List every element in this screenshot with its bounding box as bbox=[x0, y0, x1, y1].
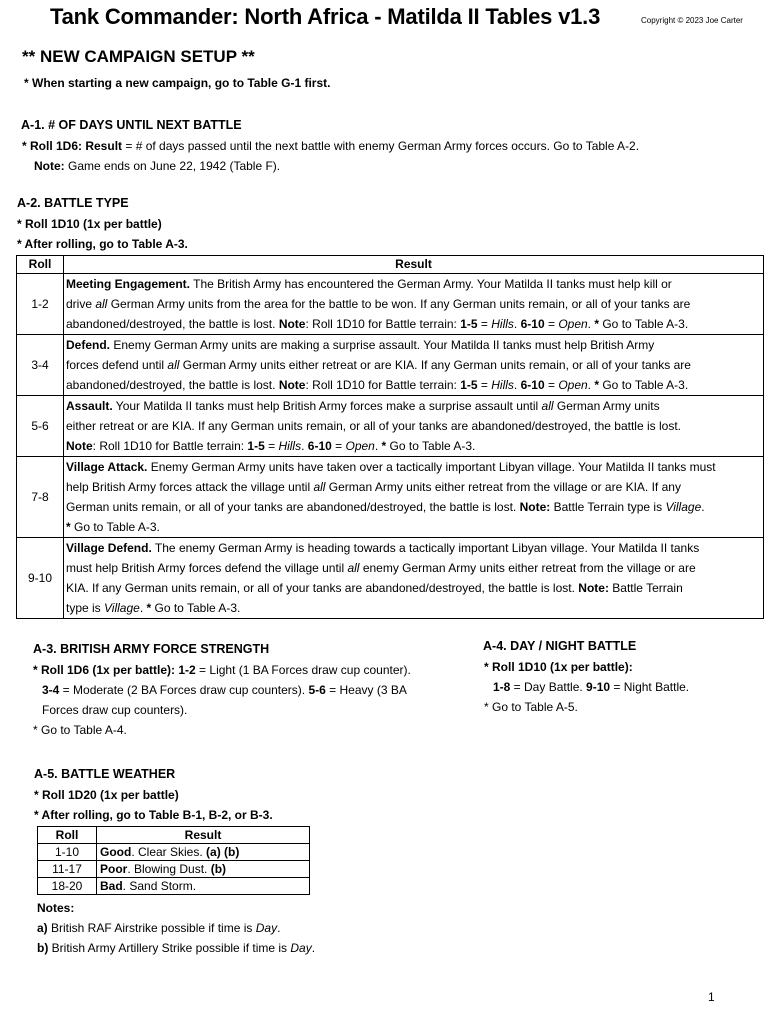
column-header-result: Result bbox=[64, 256, 764, 274]
table-row bbox=[17, 335, 764, 396]
table-row bbox=[38, 878, 310, 895]
a5-roll-line: * Roll 1D20 (1x per battle) bbox=[34, 788, 179, 802]
table-row bbox=[17, 538, 764, 619]
battle-weather-table bbox=[37, 826, 310, 895]
result-cell: Village Defend. The enemy German Army is heading towards a tactically important Libyan village. Your Matilda II tanks must help British Army forces defend the village until all enemy German Army units either retreat from the village or are KIA. If any German units remain, or all of your tanks are abandoned/destroyed, the battle is lost. Note: Battle Terrain type is Village. * Go to Table A-3. bbox=[64, 538, 764, 619]
roll-cell: 1-10 bbox=[38, 844, 97, 861]
a3-heading: A-3. BRITISH ARMY FORCE STRENGTH bbox=[33, 642, 270, 656]
a1-roll-line bbox=[22, 136, 639, 156]
a3-roll-line: * Roll 1D6 (1x per battle): 1-2 = Light (1 BA Forces draw cup counter). bbox=[33, 663, 411, 677]
battle-type-name: Defend. bbox=[66, 338, 111, 352]
a4-roll-line: * Roll 1D10 (1x per battle): bbox=[484, 660, 633, 674]
a5-note-a: a) British RAF Airstrike possible if time is Day. bbox=[37, 921, 281, 935]
roll-cell: 9-10 bbox=[17, 538, 64, 619]
a3-roll-line-2: 3-4 = Moderate (2 BA Forces draw cup counters). 5-6 = Heavy (3 BA bbox=[42, 683, 407, 697]
a2-heading: A-2. BATTLE TYPE bbox=[17, 196, 129, 210]
column-header-roll: Roll bbox=[17, 256, 64, 274]
a5-notes-heading: Notes: bbox=[37, 901, 75, 915]
result-cell: Bad. Sand Storm. bbox=[97, 878, 310, 895]
a3-roll-line-3: Forces draw cup counters). bbox=[42, 703, 188, 717]
table-row bbox=[38, 861, 310, 878]
battle-type-name: Village Attack. bbox=[66, 460, 148, 474]
a5-note-b: b) British Army Artillery Strike possible if time is Day. bbox=[37, 941, 316, 955]
result-cell: Village Attack. Enemy German Army units have taken over a tactically important Libyan village. Your Matilda II tanks must help British Army forces attack the village until all German Army units either retreat from the village or are KIA. If any German units remain, or all of your tanks are abandoned/destroyed, the battle is lost. Note: Battle Terrain type is Village. * Go to Table A-3. bbox=[64, 457, 764, 538]
battle-type-name: Assault. bbox=[66, 399, 113, 413]
table-header-row bbox=[38, 827, 310, 844]
result-cell: Assault. Your Matilda II tanks must help British Army forces make a surprise assault until all German Army units either retreat or are KIA. If any German units remain, or all of your tanks are abandoned/destroyed, the battle is lost. Note: Roll 1D10 for Battle terrain: 1-5 = Hills. 6-10 = Open. * Go to Table A-3. bbox=[64, 396, 764, 457]
result-cell: Meeting Engagement. The British Army has encountered the German Army. Your Matilda II tanks must help kill or drive all German Army units from the area for the battle to be won. If any German units remain, or all of your tanks are abandoned/destroyed, the battle is lost. Note: Roll 1D10 for Battle terrain: 1-5 = Hills. 6-10 = Open. * Go to Table A-3. bbox=[64, 274, 764, 335]
roll-cell: 1-2 bbox=[17, 274, 64, 335]
document-title: Tank Commander: North Africa - Matilda II Tables v1.3 bbox=[50, 4, 601, 29]
a2-goto-line: * After rolling, go to Table A-3. bbox=[17, 237, 188, 251]
battle-type-table bbox=[16, 255, 764, 619]
roll-cell: 3-4 bbox=[17, 335, 64, 396]
table-row bbox=[17, 396, 764, 457]
a4-result-line: 1-8 = Day Battle. 9-10 = Night Battle. bbox=[493, 680, 690, 694]
result-cell: Poor. Blowing Dust. (b) bbox=[97, 861, 310, 878]
column-header-result: Result bbox=[97, 827, 310, 844]
a1-roll-label: * Roll 1D6: Result bbox=[22, 139, 123, 153]
table-row bbox=[17, 274, 764, 335]
roll-cell: 5-6 bbox=[17, 396, 64, 457]
a4-goto-line: * Go to Table A-5. bbox=[484, 700, 578, 714]
column-header-roll: Roll bbox=[38, 827, 97, 844]
page-number: 1 bbox=[708, 990, 715, 1004]
result-cell: Defend. Enemy German Army units are making a surprise assault. Your Matilda II tanks must help British Army forces defend until all German Army units either retreat or are KIA. If any German units remain, or all of your tanks are abandoned/destroyed, the battle is lost. Note: Roll 1D10 for Battle terrain: 1-5 = Hills. 6-10 = Open. * Go to Table A-3. bbox=[64, 335, 764, 396]
copyright-notice: Copyright © 2023 Joe Carter bbox=[641, 16, 743, 25]
a2-roll-line: * Roll 1D10 (1x per battle) bbox=[17, 217, 162, 231]
battle-type-name: Meeting Engagement. bbox=[66, 277, 191, 291]
a4-heading: A-4. DAY / NIGHT BATTLE bbox=[483, 639, 637, 653]
battle-type-name: Village Defend. bbox=[66, 541, 152, 555]
a1-roll-text: = # of days passed until the next battle with enemy German Army forces occurs. Go to Table A-2. bbox=[122, 139, 640, 153]
roll-cell: 11-17 bbox=[38, 861, 97, 878]
table-header-row bbox=[17, 256, 764, 274]
table-row bbox=[38, 844, 310, 861]
a5-goto-line: * After rolling, go to Table B-1, B-2, or B-3. bbox=[34, 808, 273, 822]
campaign-setup-heading: ** NEW CAMPAIGN SETUP ** bbox=[22, 47, 255, 66]
a1-heading: A-1. # OF DAYS UNTIL NEXT BATTLE bbox=[21, 118, 242, 132]
table-row bbox=[17, 457, 764, 538]
a5-heading: A-5. BATTLE WEATHER bbox=[34, 767, 176, 781]
a1-note-text: Game ends on June 22, 1942 (Table F). bbox=[64, 159, 281, 173]
campaign-setup-note: * When starting a new campaign, go to Table G-1 first. bbox=[24, 76, 331, 90]
a1-note-label: Note: bbox=[34, 159, 65, 173]
a1-note-line bbox=[34, 156, 280, 176]
a3-goto-line: * Go to Table A-4. bbox=[33, 723, 127, 737]
result-cell: Good. Clear Skies. (a) (b) bbox=[97, 844, 310, 861]
roll-cell: 7-8 bbox=[17, 457, 64, 538]
roll-cell: 18-20 bbox=[38, 878, 97, 895]
